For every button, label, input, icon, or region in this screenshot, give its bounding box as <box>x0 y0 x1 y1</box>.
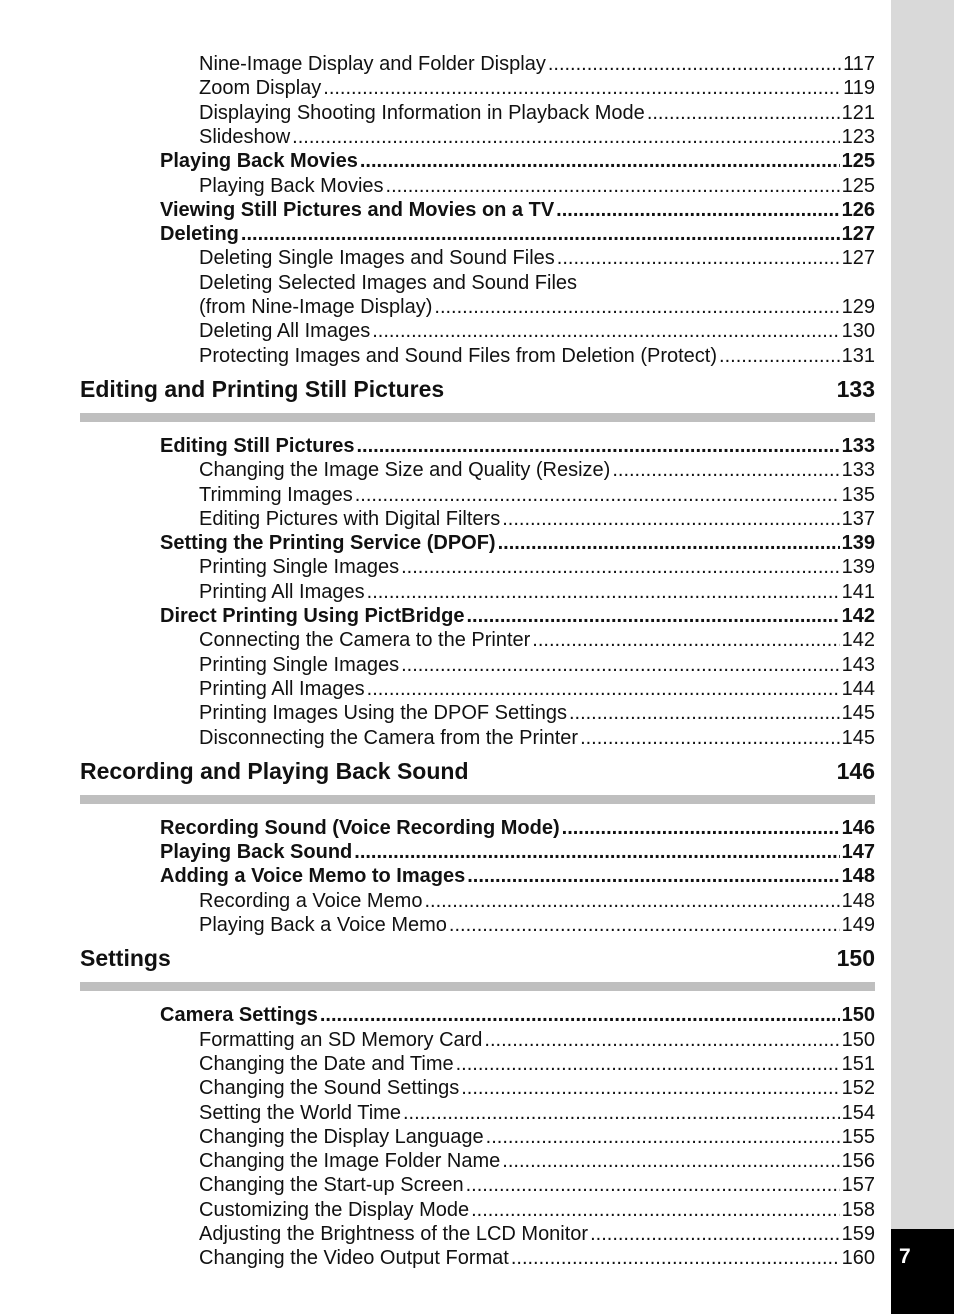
toc-entry-topic[interactable] <box>199 483 875 507</box>
toc-entry-topic[interactable] <box>199 913 875 937</box>
entry-title: Customizing the Display Mode <box>199 1198 470 1221</box>
entry-page: 145 <box>841 702 875 725</box>
entry-page: 125 <box>841 174 875 197</box>
entry-page: 130 <box>841 320 875 343</box>
entry-title: Zoom Display <box>199 77 322 100</box>
dot-leader <box>502 1149 839 1173</box>
toc-entry-subsection[interactable] <box>160 816 875 840</box>
entry-title: Printing All Images <box>199 580 365 603</box>
entry-page: 150 <box>841 1004 875 1027</box>
entry-title: Changing the Video Output Format <box>199 1247 509 1270</box>
dot-leader <box>612 458 839 482</box>
entry-title: Protecting Images and Sound Files from Deletion (Protect) <box>199 344 718 367</box>
toc-entry-topic[interactable] <box>199 295 875 319</box>
section-heading[interactable] <box>80 943 875 973</box>
entry-title: Changing the Display Language <box>199 1125 484 1148</box>
section-heading[interactable] <box>80 374 875 404</box>
entry-title: Deleting All Images <box>199 320 371 343</box>
section-title: Settings <box>80 945 171 972</box>
toc-entry-subsection[interactable] <box>160 604 875 628</box>
entry-page: 144 <box>841 677 875 700</box>
entry-title: Displaying Shooting Information in Playback Mode <box>199 101 645 124</box>
entry-title: Deleting <box>160 223 239 246</box>
section-page: 150 <box>836 945 875 972</box>
toc-entry-topic[interactable] <box>199 653 875 677</box>
entry-page: 139 <box>841 556 875 579</box>
entry-title: Changing the Start-up Screen <box>199 1174 464 1197</box>
toc-entry-topic[interactable] <box>199 344 875 368</box>
dot-leader <box>590 1222 840 1246</box>
toc-entry-topic[interactable] <box>199 507 875 531</box>
entry-title: Playing Back a Voice Memo <box>199 914 447 936</box>
entry-title: Changing the Image Folder Name <box>199 1150 501 1173</box>
toc-entry-subsection[interactable] <box>160 840 875 864</box>
entry-page: 139 <box>841 532 875 555</box>
section-page: 146 <box>836 757 875 784</box>
toc-entry-topic[interactable] <box>199 555 875 579</box>
toc-entry-topic[interactable] <box>199 319 875 343</box>
entry-page: 154 <box>841 1101 875 1124</box>
toc-entry-topic[interactable] <box>199 1222 875 1246</box>
toc-entry-topic[interactable] <box>199 1198 875 1222</box>
entry-page: 156 <box>841 1150 875 1173</box>
entry-page: 160 <box>841 1247 875 1270</box>
entry-title: Deleting Single Images and Sound Files <box>199 247 555 270</box>
dot-leader <box>401 653 840 677</box>
entry-page: 133 <box>841 459 875 482</box>
toc-entry-subsection[interactable] <box>160 434 875 458</box>
toc-entry-topic[interactable] <box>199 174 875 198</box>
dot-leader <box>548 52 841 76</box>
dot-leader <box>461 1076 839 1100</box>
dot-leader <box>356 434 839 458</box>
toc-entry-topic[interactable] <box>199 726 875 750</box>
entry-page: 119 <box>843 77 875 100</box>
dot-leader <box>467 864 839 888</box>
entry-page: 157 <box>841 1174 875 1197</box>
section-page: 133 <box>836 375 875 402</box>
entry-title: Playing Back Sound <box>160 841 353 864</box>
side-strip <box>891 0 954 1314</box>
toc-entry-subsection[interactable] <box>160 222 875 246</box>
toc-entry-topic[interactable] <box>199 677 875 701</box>
entry-page: 158 <box>841 1198 875 1221</box>
entry-title: Changing the Image Size and Quality (Resize) <box>199 459 611 482</box>
entry-title: Setting the Printing Service (DPOF) <box>160 532 496 555</box>
section-title: Recording and Playing Back Sound <box>80 757 469 784</box>
toc-entry-topic[interactable] <box>199 1076 875 1100</box>
dot-leader <box>403 1101 840 1125</box>
toc-entry-topic[interactable] <box>199 1246 875 1270</box>
dot-leader <box>466 604 839 628</box>
entry-title: Adding a Voice Memo to Images <box>160 865 466 888</box>
toc-entry-topic[interactable] <box>199 1028 875 1052</box>
toc-entry-subsection[interactable] <box>160 1003 875 1027</box>
toc-entry-topic[interactable] <box>199 125 875 149</box>
page-number-tab <box>891 1229 954 1314</box>
toc-entry-topic[interactable] <box>199 1052 875 1076</box>
entry-title: Adjusting the Brightness of the LCD Monitor <box>199 1223 589 1245</box>
dot-leader <box>569 701 840 725</box>
dot-leader <box>320 1003 840 1027</box>
toc-entry-topic[interactable] <box>199 1173 875 1197</box>
dot-leader <box>471 1198 840 1222</box>
dot-leader <box>557 246 840 270</box>
entry-page: 149 <box>841 914 875 936</box>
entry-title: Playing Back Movies <box>199 174 384 197</box>
dot-leader <box>532 628 839 652</box>
entry-page: 125 <box>841 150 875 173</box>
entry-page: 150 <box>841 1028 875 1051</box>
dot-leader <box>372 319 839 343</box>
entry-title: Editing Pictures with Digital Filters <box>199 507 501 530</box>
section-divider <box>80 795 875 804</box>
dot-leader <box>486 1125 840 1149</box>
dot-leader <box>354 840 839 864</box>
dot-leader <box>484 1028 839 1052</box>
entry-title: Changing the Date and Time <box>199 1052 454 1075</box>
entry-title: Printing Images Using the DPOF Settings <box>199 702 567 725</box>
toc-entry-topic[interactable] <box>199 580 875 604</box>
entry-title: Viewing Still Pictures and Movies on a TV <box>160 198 555 221</box>
dot-leader <box>434 295 839 319</box>
entry-page: 129 <box>841 296 875 318</box>
toc-entry-topic[interactable] <box>199 1125 875 1149</box>
entry-title: Editing Still Pictures <box>160 434 355 457</box>
entry-title: Setting the World Time <box>199 1101 401 1124</box>
entry-title: Printing All Images <box>199 677 365 700</box>
entry-title: Connecting the Camera to the Printer <box>199 629 531 652</box>
dot-leader <box>367 580 840 604</box>
toc-entry-topic[interactable] <box>199 76 875 100</box>
dot-leader <box>511 1246 840 1270</box>
entry-title: Camera Settings <box>160 1004 318 1027</box>
toc-entry-subsection[interactable] <box>160 531 875 555</box>
toc-entry-topic[interactable] <box>199 701 875 725</box>
entry-title: Recording Sound (Voice Recording Mode) <box>160 816 560 839</box>
entry-title: Trimming Images <box>199 483 353 506</box>
entry-page: 146 <box>841 816 875 839</box>
entry-page: 147 <box>841 841 875 864</box>
entry-page: 133 <box>841 434 875 457</box>
toc-entry-subsection[interactable] <box>160 149 875 173</box>
dot-leader <box>241 222 840 246</box>
dot-leader <box>498 531 840 555</box>
entry-page: 148 <box>841 865 875 888</box>
entry-page: 151 <box>841 1052 875 1075</box>
entry-page: 137 <box>841 507 875 530</box>
dot-leader <box>323 76 841 100</box>
dot-leader <box>360 149 840 173</box>
entry-title: (from Nine-Image Display) <box>199 296 433 318</box>
entry-page: 131 <box>841 344 875 367</box>
dot-leader <box>424 889 839 913</box>
entry-title: Recording a Voice Memo <box>199 889 423 912</box>
entry-title: Playing Back Movies <box>160 150 358 173</box>
entry-page: 127 <box>841 247 875 270</box>
entry-page: 141 <box>841 580 875 603</box>
entry-page: 123 <box>841 125 875 148</box>
section-title: Editing and Printing Still Pictures <box>80 375 445 402</box>
entry-page: 126 <box>841 198 875 221</box>
entry-page: 135 <box>841 483 875 506</box>
entry-page: 142 <box>841 629 875 652</box>
dot-leader <box>647 101 840 125</box>
entry-title: Printing Single Images <box>199 556 400 579</box>
dot-leader <box>719 344 840 368</box>
page-number: 7 <box>899 1245 911 1268</box>
toc-entry-topic[interactable] <box>199 458 875 482</box>
dot-leader <box>562 816 840 840</box>
toc-entry-line[interactable]: Deleting Selected Images and Sound Files <box>199 271 578 294</box>
entry-page: 142 <box>841 605 875 627</box>
toc-entry-topic[interactable] <box>199 628 875 652</box>
entry-title: Printing Single Images <box>199 653 400 676</box>
entry-page: 143 <box>841 653 875 676</box>
toc-entry-subsection[interactable] <box>160 864 875 888</box>
entry-title: Disconnecting the Camera from the Printer <box>199 726 579 749</box>
entry-page: 152 <box>841 1077 875 1100</box>
dot-leader <box>456 1052 840 1076</box>
dot-leader <box>466 1173 840 1197</box>
toc-entry-subsection[interactable] <box>160 198 875 222</box>
dot-leader <box>386 174 840 198</box>
toc-entry-topic[interactable] <box>199 101 875 125</box>
entry-page: 148 <box>841 889 875 912</box>
dot-leader <box>556 198 839 222</box>
entry-page: 145 <box>841 726 875 749</box>
dot-leader <box>355 483 840 507</box>
toc-entry-topic[interactable] <box>199 246 875 270</box>
entry-page: 159 <box>841 1223 875 1245</box>
toc-entry-topic[interactable] <box>199 1101 875 1125</box>
entry-page: 117 <box>843 53 875 75</box>
section-divider <box>80 413 875 422</box>
entry-page: 127 <box>841 223 875 246</box>
section-divider <box>80 982 875 991</box>
entry-page: 155 <box>841 1125 875 1148</box>
entry-title: Direct Printing Using PictBridge <box>160 605 465 627</box>
toc-entry-topic[interactable] <box>199 889 875 913</box>
entry-title: Formatting an SD Memory Card <box>199 1028 483 1051</box>
entry-title: Changing the Sound Settings <box>199 1077 460 1100</box>
dot-leader <box>580 726 840 750</box>
dot-leader <box>449 913 840 937</box>
dot-leader <box>367 677 840 701</box>
section-heading[interactable] <box>80 756 875 786</box>
dot-leader <box>502 507 839 531</box>
dot-leader <box>401 555 840 579</box>
toc-entry-topic[interactable] <box>199 1149 875 1173</box>
entry-title: Slideshow <box>199 125 291 148</box>
toc-entry-topic[interactable] <box>199 52 875 76</box>
entry-page: 121 <box>841 101 875 124</box>
dot-leader <box>292 125 839 149</box>
entry-title: Nine-Image Display and Folder Display <box>199 53 546 75</box>
